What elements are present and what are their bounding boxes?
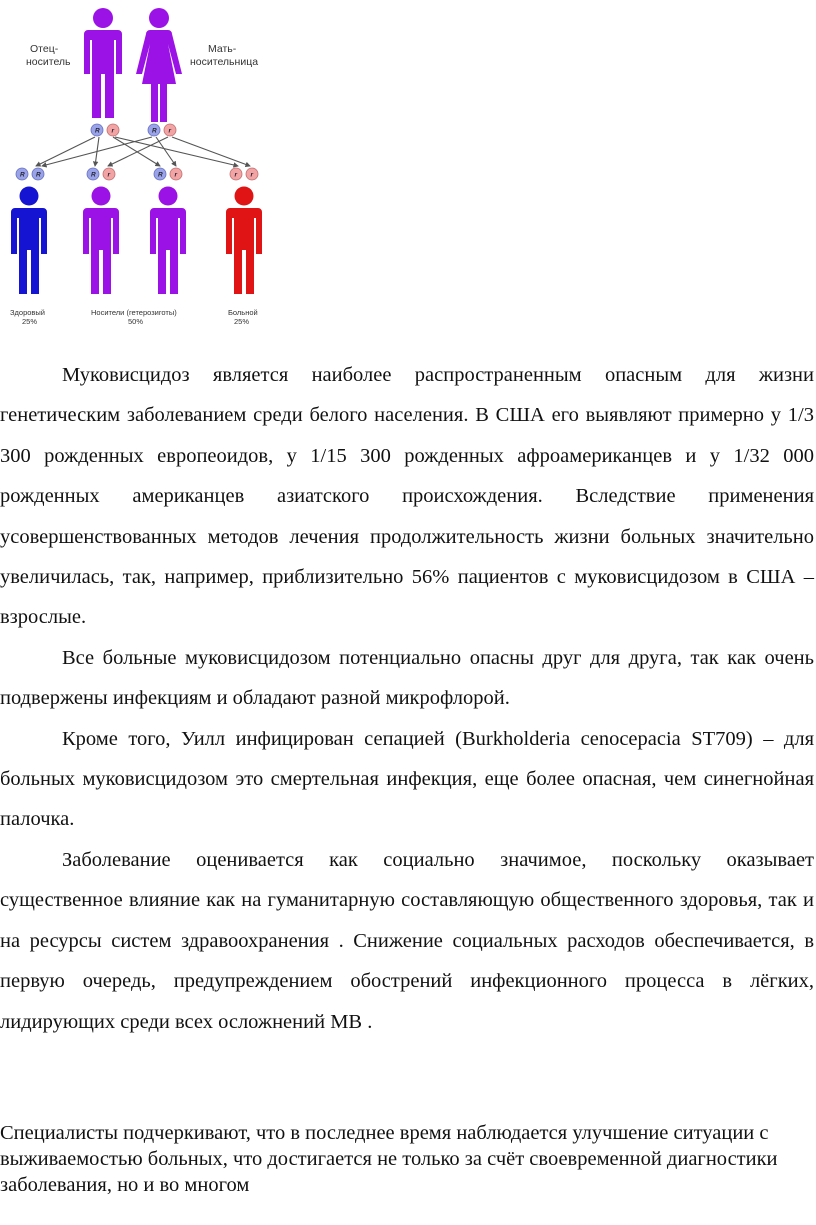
caption-healthy-percent: 25% [22, 317, 38, 326]
svg-text:R: R [20, 171, 25, 179]
inheritance-diagram [0, 0, 280, 335]
body-text [0, 355, 814, 1042]
svg-text:R: R [95, 127, 100, 135]
mother-alleles [148, 124, 176, 136]
paragraph-3: Кроме того, Уилл инфицирован сепацией (Burkholderia cenocepacia ST709) – для больных муковисцидозом это смертельная инфекция, еще более опасная, чем синегнойная палочка. [0, 727, 814, 831]
svg-text:r: r [168, 127, 172, 135]
caption-sick-percent: 25% [234, 317, 250, 326]
svg-text:R: R [152, 127, 157, 135]
svg-text:r: r [234, 171, 238, 179]
paragraph-5: Специалисты подчеркивают, что в последнее время наблюдается улучшение ситуации с выживаемостью больных, что достигается не только за счёт своевременной диагностики заболевания, но и во многом [0, 1122, 778, 1196]
svg-text:R: R [158, 171, 163, 179]
caption-sick: Больной [228, 308, 258, 317]
father-label-line1: Отец- [30, 43, 59, 55]
mother-label-line2: носительница [190, 56, 259, 68]
father-alleles [91, 124, 119, 136]
mother-label-line1: Мать- [208, 43, 237, 55]
father-figure [84, 8, 122, 118]
svg-text:r: r [111, 127, 115, 135]
svg-text:r: r [107, 171, 111, 179]
mother-figure [136, 8, 182, 122]
paragraph-4: Заболевание оценивается как социально значимое, поскольку оказывает существенное влияние как на гуманитарную составляющую общественного здоровья, так и на ресурсы систем здравоохранения . Снижение социальных расходов обеспечивается, в первую очередь, предупреждением обострений инфекционного процесса в лёгких, лидирующих среди всех осложнений МВ . [0, 848, 814, 1033]
caption-carriers: Носители (гетерозиготы) [91, 308, 177, 317]
child-sick-figure [226, 187, 262, 295]
svg-text:R: R [91, 171, 96, 179]
child-carrier-figure-1 [83, 187, 119, 295]
inheritance-arrows [36, 137, 250, 166]
paragraph-2: Все больные муковисцидозом потенциально опасны друг для друга, так как очень подвержены инфекциям и обладают разной микрофлорой. [0, 646, 814, 710]
svg-text:r: r [250, 171, 254, 179]
svg-text:R: R [36, 171, 41, 179]
child-carrier-figure-2 [150, 187, 186, 295]
svg-text:r: r [174, 171, 178, 179]
caption-healthy: Здоровый [10, 308, 45, 317]
child-healthy-figure [11, 187, 47, 295]
body-text-continued [0, 1120, 814, 1198]
paragraph-1: Муковисцидоз является наиболее распространенным опасным для жизни генетическим заболеванием среди белого населения. В США его выявляют примерно у 1/3 300 рожденных европеоидов, у 1/15 300 рожденных афроамериканцев и у 1/32 000 рожденных американцев азиатского происхождения. Вследствие применения усовершенствованных методов лечения продолжительность жизни больных значительно увеличилась, так, например, приблизительно 56% пациентов с муковисцидозом в США – взрослые. [0, 364, 814, 629]
child-alleles [16, 168, 258, 180]
father-label-line2: носитель [26, 56, 71, 68]
caption-carriers-percent: 50% [128, 317, 144, 326]
